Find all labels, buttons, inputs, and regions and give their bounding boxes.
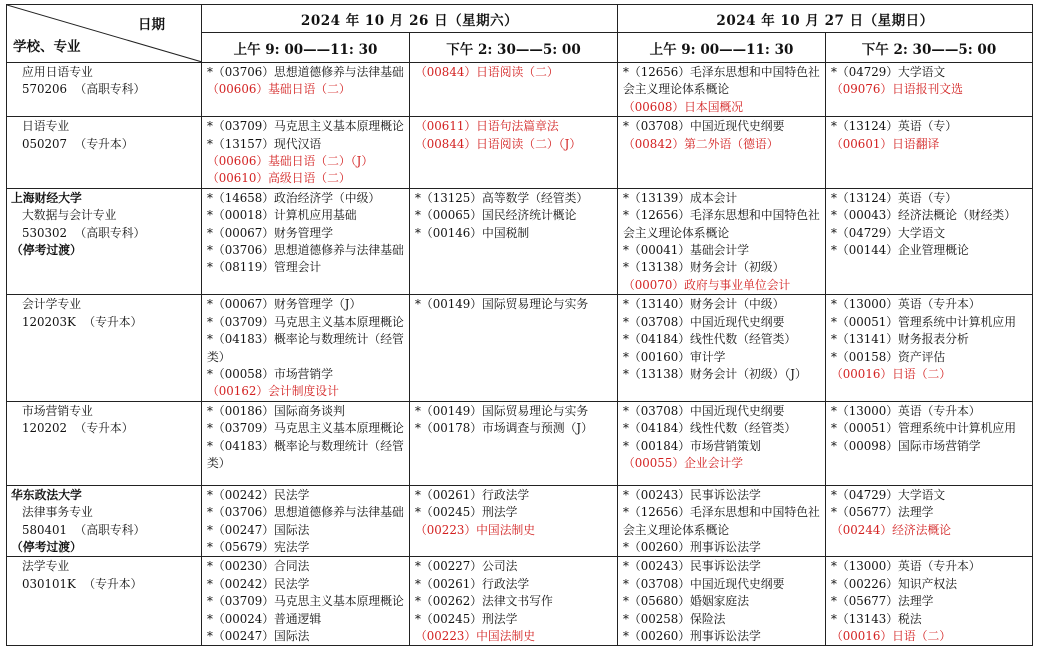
exam-slot-cell bbox=[618, 63, 826, 117]
required-course: *（00261）行政法学 bbox=[415, 487, 530, 502]
elective-course: （00842）第二外语（德语） bbox=[623, 136, 779, 151]
slot-header-4: 下午 2: 30——5: 00 bbox=[826, 33, 1033, 63]
required-course: *（03708）中国近现代史纲要 bbox=[623, 576, 785, 591]
exam-schedule bbox=[6, 4, 1032, 650]
required-course: *（00242）民法学 bbox=[207, 576, 310, 591]
required-course: *（12656）毛泽东思想和中国特色社会主义理论体系概论 bbox=[623, 208, 820, 240]
exam-slot-cell bbox=[410, 401, 618, 485]
required-course: *（00262）法律文书写作 bbox=[415, 594, 553, 609]
program-cell bbox=[7, 63, 202, 117]
exam-slot-cell bbox=[618, 117, 826, 189]
elective-course: （00016）日语（二） bbox=[831, 366, 952, 381]
elective-course: （00606）基础日语（二）（J） bbox=[207, 154, 374, 169]
required-course: *（04729）大学语文 bbox=[831, 225, 946, 240]
elective-course: （00844）日语阅读（二）（J） bbox=[415, 136, 582, 151]
elective-course: （00055）企业会计学 bbox=[623, 455, 744, 470]
required-course: *（00058）市场营销学 bbox=[207, 366, 334, 381]
elective-course: （00610）高级日语（二） bbox=[207, 171, 351, 186]
major-code: 050207 （专升本） bbox=[22, 136, 134, 151]
major-name: 日语专业 bbox=[22, 119, 70, 134]
transition-note: （停考过渡） bbox=[11, 243, 82, 258]
required-course: *（13138）财务会计（初级） bbox=[623, 260, 785, 275]
table-row bbox=[7, 63, 1033, 117]
required-course: *（00144）企业管理概论 bbox=[831, 243, 969, 258]
required-course: *（03709）马克思主义基本原理概论 bbox=[207, 119, 404, 134]
exam-slot-cell bbox=[618, 295, 826, 401]
program-cell bbox=[7, 485, 202, 557]
exam-slot-cell bbox=[202, 295, 410, 401]
required-course: *（00067）财务管理学 bbox=[207, 225, 334, 240]
required-course: *（00245）刑法学 bbox=[415, 505, 518, 520]
exam-slot-cell bbox=[618, 188, 826, 294]
table-row bbox=[7, 188, 1033, 294]
required-course: *（00227）公司法 bbox=[415, 559, 518, 574]
required-course: *（05677）法理学 bbox=[831, 594, 934, 609]
program-cell bbox=[7, 295, 202, 401]
required-course: *（13138）财务会计（初级）（J） bbox=[623, 366, 807, 381]
exam-slot-cell bbox=[618, 485, 826, 557]
required-course: *（03708）中国近现代史纲要 bbox=[623, 314, 785, 329]
required-course: *（00067）财务管理学（J） bbox=[207, 297, 362, 312]
elective-course: （00244）经济法概论 bbox=[831, 522, 952, 537]
required-course: *（00160）审计学 bbox=[623, 349, 726, 364]
slot-header-1: 上午 9: 00——11: 30 bbox=[202, 33, 410, 63]
required-course: *（00051）管理系统中计算机应用 bbox=[831, 421, 1016, 436]
elective-course: （00070）政府与事业单位会计 bbox=[623, 277, 791, 292]
required-course: *（00184）市场营销策划 bbox=[623, 438, 761, 453]
elective-course: （00601）日语翻译 bbox=[831, 136, 940, 151]
date-header-1: 2024 年 10 月 26 日（星期六） bbox=[202, 5, 618, 33]
corner-date-label: 日期 bbox=[138, 17, 165, 33]
required-course: *（00018）计算机应用基础 bbox=[207, 208, 357, 223]
corner-school-label: 学校、专业 bbox=[13, 39, 81, 55]
required-course: *（13124）英语（专） bbox=[831, 190, 958, 205]
required-course: *（03709）马克思主义基本原理概论 bbox=[207, 594, 404, 609]
schedule-body bbox=[7, 63, 1033, 646]
exam-slot-cell bbox=[618, 557, 826, 646]
required-course: *（03706）思想道德修养与法律基础 bbox=[207, 505, 404, 520]
required-course: *（04183）概率论与数理统计（经管类） bbox=[207, 438, 404, 470]
exam-slot-cell bbox=[826, 557, 1033, 646]
required-course: *（00149）国际贸易理论与实务 bbox=[415, 297, 589, 312]
required-course: *（05677）法理学 bbox=[831, 505, 934, 520]
major-name: 法学专业 bbox=[22, 559, 70, 574]
major-name: 法律事务专业 bbox=[22, 505, 93, 520]
required-course: *（00243）民事诉讼法学 bbox=[623, 559, 761, 574]
required-course: *（00242）民法学 bbox=[207, 487, 310, 502]
required-course: *（00149）国际贸易理论与实务 bbox=[415, 403, 589, 418]
required-course: *（13125）高等数学（经管类） bbox=[415, 190, 589, 205]
program-cell bbox=[7, 188, 202, 294]
required-course: *（00243）民事诉讼法学 bbox=[623, 487, 761, 502]
required-course: *（00051）管理系统中计算机应用 bbox=[831, 314, 1016, 329]
required-course: *（00024）普通逻辑 bbox=[207, 611, 322, 626]
exam-slot-cell bbox=[202, 188, 410, 294]
required-course: *（13139）成本会计 bbox=[623, 190, 738, 205]
major-code: 120203K （专升本） bbox=[22, 314, 143, 329]
required-course: *（03706）思想道德修养与法律基础 bbox=[207, 65, 404, 79]
required-course: *（00041）基础会计学 bbox=[623, 243, 750, 258]
required-course: *（04729）大学语文 bbox=[831, 65, 946, 79]
required-course: *（00226）知识产权法 bbox=[831, 576, 958, 591]
university-name: 华东政法大学 bbox=[11, 487, 82, 502]
schedule-table bbox=[6, 4, 1033, 646]
table-row bbox=[7, 485, 1033, 557]
required-course: *（00158）资产评估 bbox=[831, 349, 946, 364]
elective-course: （09076）日语报刊文选 bbox=[831, 82, 963, 97]
required-course: *（13143）税法 bbox=[831, 611, 922, 626]
elective-course: （00223）中国法制史 bbox=[415, 628, 536, 643]
required-course: *（08119）管理会计 bbox=[207, 260, 322, 275]
required-course: *（13000）英语（专升本） bbox=[831, 559, 981, 574]
major-code: 580401 （高职专科） bbox=[22, 522, 146, 537]
exam-slot-cell bbox=[410, 485, 618, 557]
required-course: *（13140）财务会计（中级） bbox=[623, 297, 785, 312]
program-cell bbox=[7, 117, 202, 189]
exam-slot-cell bbox=[202, 485, 410, 557]
exam-slot-cell bbox=[826, 401, 1033, 485]
major-code: 530302 （高职专科） bbox=[22, 225, 146, 240]
elective-course: （00611）日语句法篇章法 bbox=[415, 119, 559, 134]
exam-slot-cell bbox=[202, 557, 410, 646]
exam-slot-cell bbox=[202, 117, 410, 189]
exam-slot-cell bbox=[410, 557, 618, 646]
required-course: *（00178）市场调查与预测（J） bbox=[415, 421, 593, 436]
required-course: *（04184）线性代数（经管类） bbox=[623, 421, 797, 436]
exam-slot-cell bbox=[410, 63, 618, 117]
required-course: *（12656）毛泽东思想和中国特色社会主义理论体系概论 bbox=[623, 65, 820, 97]
major-name: 会计学专业 bbox=[22, 297, 81, 312]
exam-slot-cell bbox=[826, 63, 1033, 117]
required-course: *（12656）毛泽东思想和中国特色社会主义理论体系概论 bbox=[623, 505, 820, 537]
required-course: *（04184）线性代数（经管类） bbox=[623, 332, 797, 347]
required-course: *（00146）中国税制 bbox=[415, 225, 530, 240]
required-course: *（14658）政治经济学（中级） bbox=[207, 190, 381, 205]
major-code: 570206 （高职专科） bbox=[22, 82, 146, 97]
exam-slot-cell bbox=[202, 401, 410, 485]
elective-course: （00608）日本国概况 bbox=[623, 99, 744, 114]
elective-course: （00223）中国法制史 bbox=[415, 522, 536, 537]
table-row bbox=[7, 557, 1033, 646]
program-cell bbox=[7, 401, 202, 485]
required-course: *（00247）国际法 bbox=[207, 628, 310, 643]
required-course: *（13000）英语（专升本） bbox=[831, 403, 981, 418]
elective-course: （00606）基础日语（二） bbox=[207, 82, 351, 97]
exam-slot-cell bbox=[618, 401, 826, 485]
exam-slot-cell bbox=[410, 188, 618, 294]
elective-course: （00016）日语（二） bbox=[831, 628, 952, 643]
exam-slot-cell bbox=[410, 295, 618, 401]
table-row bbox=[7, 295, 1033, 401]
corner-header bbox=[7, 5, 202, 63]
required-course: *（05679）宪法学 bbox=[207, 539, 310, 554]
exam-slot-cell bbox=[202, 63, 410, 117]
required-course: *（05680）婚姻家庭法 bbox=[623, 594, 750, 609]
required-course: *（00247）国际法 bbox=[207, 522, 310, 537]
transition-note: （停考过渡） bbox=[11, 539, 82, 554]
required-course: *（03706）思想道德修养与法律基础 bbox=[207, 243, 404, 258]
major-code: 120202 （专升本） bbox=[22, 421, 134, 436]
required-course: *（03708）中国近现代史纲要 bbox=[623, 119, 785, 134]
slot-header-2: 下午 2: 30——5: 00 bbox=[410, 33, 618, 63]
required-course: *（13124）英语（专） bbox=[831, 119, 958, 134]
elective-course: （00844）日语阅读（二） bbox=[415, 65, 559, 79]
major-name: 市场营销专业 bbox=[22, 403, 93, 418]
exam-slot-cell bbox=[826, 188, 1033, 294]
required-course: *（00186）国际商务谈判 bbox=[207, 403, 345, 418]
required-course: *（00230）合同法 bbox=[207, 559, 310, 574]
table-row bbox=[7, 117, 1033, 189]
major-code: 030101K （专升本） bbox=[22, 576, 143, 591]
university-name: 上海财经大学 bbox=[11, 190, 82, 205]
required-course: *（00258）保险法 bbox=[623, 611, 726, 626]
major-name: 应用日语专业 bbox=[22, 65, 93, 79]
required-course: *（00261）行政法学 bbox=[415, 576, 530, 591]
exam-slot-cell bbox=[826, 117, 1033, 189]
slot-header-3: 上午 9: 00——11: 30 bbox=[618, 33, 826, 63]
required-course: *（13000）英语（专升本） bbox=[831, 297, 981, 312]
elective-course: （00162）会计制度设计 bbox=[207, 384, 339, 399]
exam-slot-cell bbox=[826, 485, 1033, 557]
required-course: *（13157）现代汉语 bbox=[207, 136, 322, 151]
required-course: *（00065）国民经济统计概论 bbox=[415, 208, 577, 223]
program-cell bbox=[7, 557, 202, 646]
required-course: *（03708）中国近现代史纲要 bbox=[623, 403, 785, 418]
table-row bbox=[7, 401, 1033, 485]
required-course: *（04729）大学语文 bbox=[831, 487, 946, 502]
exam-slot-cell bbox=[826, 295, 1033, 401]
required-course: *（00043）经济法概论（财经类） bbox=[831, 208, 1016, 223]
required-course: *（04183）概率论与数理统计（经管类） bbox=[207, 332, 404, 364]
required-course: *（13141）财务报表分析 bbox=[831, 332, 969, 347]
major-name: 大数据与会计专业 bbox=[22, 208, 117, 223]
required-course: *（00245）刑法学 bbox=[415, 611, 518, 626]
required-course: *（00260）刑事诉讼法学 bbox=[623, 628, 761, 643]
date-header-2: 2024 年 10 月 27 日（星期日） bbox=[618, 5, 1033, 33]
required-course: *（03709）马克思主义基本原理概论 bbox=[207, 314, 404, 329]
required-course: *（00098）国际市场营销学 bbox=[831, 438, 981, 453]
exam-slot-cell bbox=[410, 117, 618, 189]
required-course: *（03709）马克思主义基本原理概论 bbox=[207, 421, 404, 436]
required-course: *（00260）刑事诉讼法学 bbox=[623, 539, 761, 554]
